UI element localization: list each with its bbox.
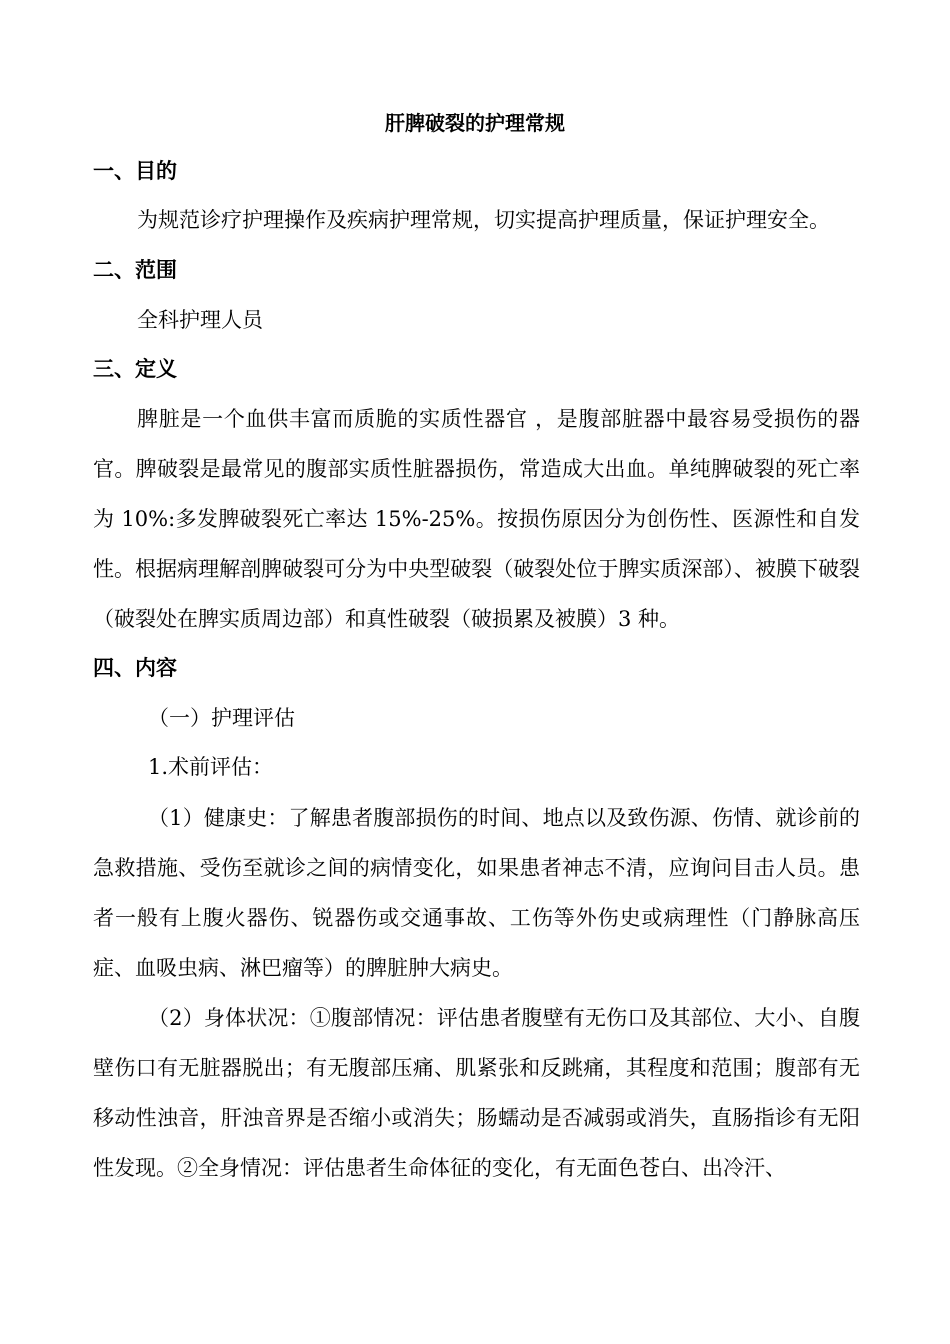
section-heading-definition: 三、定义 <box>93 357 177 381</box>
subsection-heading-assessment: （一）护理评估 <box>148 706 295 730</box>
section-text-purpose: 为规范诊疗护理操作及疾病护理常规，切实提高护理质量，保证护理安全。 <box>137 208 830 232</box>
section-heading-content: 四、内容 <box>93 656 177 680</box>
section-text-definition: 脾脏是一个血供丰富而质脆的实质性器官 ，是腹部脏器中最容易受损伤的器官。脾破裂是最常见的腹部实质性脏器损伤，常造成大出血。单纯脾破裂的死亡率为 10%:多发脾破裂死亡率达 15%-25%。按损伤原因分为创伤性、医源性和自发性。根据病理解剖脾破裂可分为中央型破裂（破裂处位于脾实质深部）、被膜下破裂（破裂处在脾实质周边部）和真性破裂（破损累及被膜）3 种。 <box>93 407 860 631</box>
section-heading-scope: 二、范围 <box>93 258 177 282</box>
section-text-scope: 全科护理人员 <box>137 308 263 332</box>
document-title: 肝脾破裂的护理常规 <box>385 111 565 135</box>
item-preoperative-assessment: 1.术前评估： <box>148 755 274 779</box>
paragraph-health-history: （1）健康史：了解患者腹部损伤的时间、地点以及致伤源、伤情、就诊前的急救措施、受伤至就诊之间的病情变化，如果患者神志不清，应询问目击人员。患者一般有上腹火器伤、锐器伤或交通事故、工伤等外伤史或病理性（门静脉高压症、血吸虫病、淋巴瘤等）的脾脏肿大病史。 <box>93 806 860 980</box>
paragraph-physical-status: （2）身体状况：①腹部情况：评估患者腹壁有无伤口及其部位、大小、自腹壁伤口有无脏器脱出；有无腹部压痛、肌紧张和反跳痛，其程度和范围；腹部有无移动性浊音，肝浊音界是否缩小或消失；肠蠕动是否减弱或消失，直肠指诊有无阳性发现。②全身情况：评估患者生命体征的变化，有无面色苍白、出冷汗、 <box>93 1006 860 1180</box>
section-heading-purpose: 一、目的 <box>93 159 177 183</box>
